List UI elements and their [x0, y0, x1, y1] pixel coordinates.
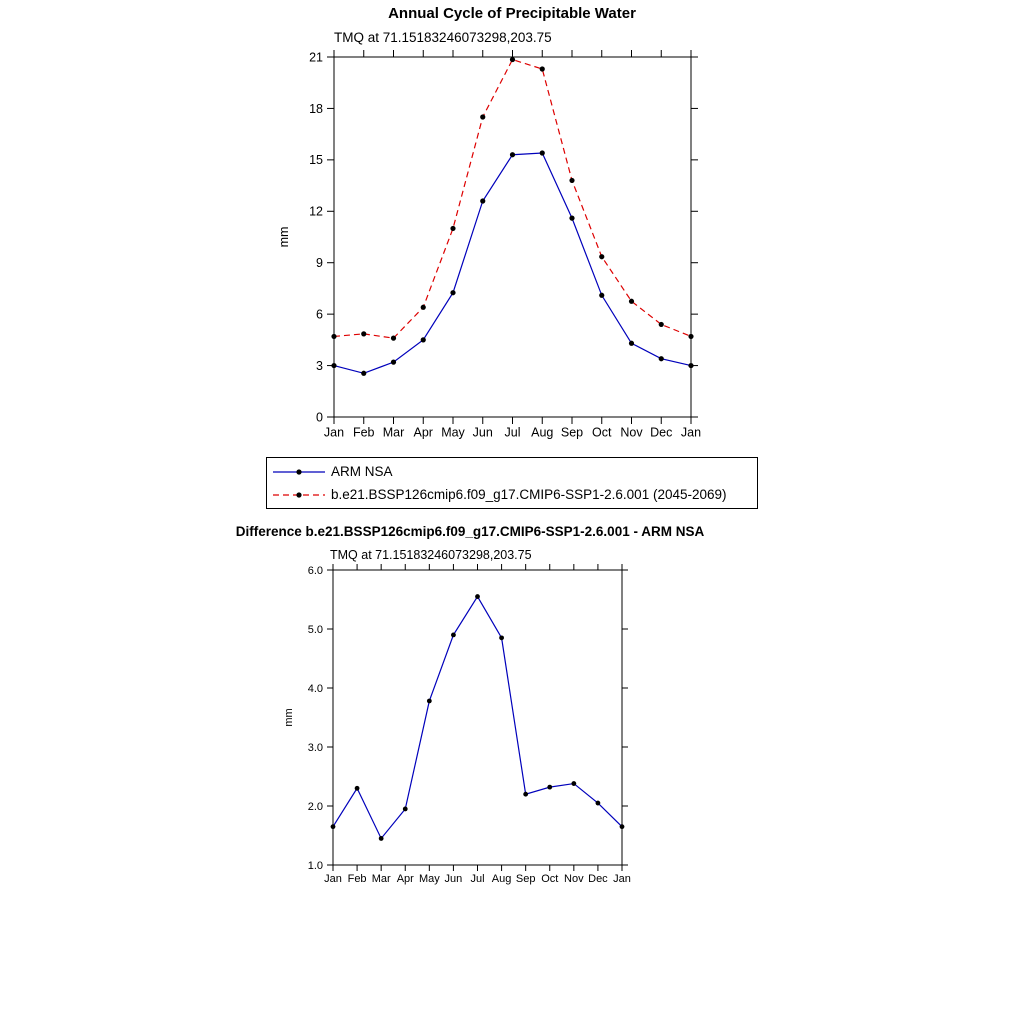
data-point-marker [596, 801, 601, 806]
axis-labels [277, 50, 701, 439]
y-tick-label: 0 [316, 410, 323, 425]
data-point-marker [361, 331, 366, 336]
series-1 [331, 57, 693, 341]
x-tick-label: Jun [472, 425, 493, 440]
data-point-marker [475, 594, 480, 599]
x-tick-label: Apr [396, 873, 414, 885]
data-point-marker [451, 633, 456, 638]
series-line [333, 597, 622, 839]
annual-cycle-plot [250, 30, 795, 455]
x-tick-label: Jun [444, 873, 463, 885]
data-point-marker [547, 785, 552, 790]
annual-cycle-subtitle: TMQ at 71.15183246073298,203.75 [334, 30, 552, 45]
x-tick-label: Sep [515, 873, 536, 885]
y-tick-label: 1.0 [307, 859, 323, 872]
x-tick-label: Sep [560, 425, 584, 440]
difference-subtitle: TMQ at 71.15183246073298,203.75 [330, 548, 532, 562]
x-tick-label: Aug [491, 873, 512, 885]
legend [266, 457, 758, 509]
data-point-marker [540, 150, 545, 155]
data-point-marker [391, 360, 396, 365]
y-tick-label: 3 [316, 358, 323, 373]
x-tick-label: Dec [588, 873, 608, 885]
model-line-sample-icon [271, 487, 327, 503]
x-tick-label: Oct [592, 425, 612, 440]
data-point-marker [620, 824, 625, 829]
x-tick-label: Jan [613, 873, 631, 885]
x-tick-label: Feb [352, 425, 375, 440]
y-tick-label: 6.0 [307, 564, 323, 577]
data-point-marker [427, 699, 432, 704]
data-point-marker [688, 363, 693, 368]
x-tick-label: Apr [413, 425, 433, 440]
x-tick-label: May [441, 425, 465, 440]
data-point-marker [361, 371, 366, 376]
data-point-marker [659, 322, 664, 327]
y-tick-label: 2.0 [307, 800, 323, 813]
data-point-marker [659, 356, 664, 361]
annual-cycle-title: Annual Cycle of Precipitable Water [388, 5, 636, 22]
data-point-marker [629, 341, 634, 346]
difference-plot [280, 545, 680, 890]
y-tick-label: 15 [309, 153, 323, 168]
data-point-marker [499, 635, 504, 640]
y-tick-label: 3.0 [307, 741, 323, 754]
arm-nsa-line-sample-icon [271, 464, 327, 480]
data-point-marker [688, 334, 693, 339]
x-tick-label: May [418, 873, 440, 885]
axes [327, 50, 698, 424]
x-tick-label: Nov [564, 873, 584, 885]
data-point-marker [571, 781, 576, 786]
plot-frame [333, 570, 622, 865]
data-point-marker [599, 254, 604, 259]
x-tick-label: Jul [470, 873, 485, 885]
data-point-marker [421, 305, 426, 310]
x-tick-label: Oct [541, 873, 559, 885]
axis-labels [283, 565, 631, 885]
x-tick-label: Nov [620, 425, 643, 440]
data-point-marker [510, 57, 515, 62]
x-tick-label: Jan [324, 873, 342, 885]
series-line [334, 60, 691, 339]
x-tick-label: Mar [371, 873, 391, 885]
x-tick-label: Jan [680, 425, 702, 440]
y-tick-label: 4.0 [307, 682, 323, 695]
series-0 [331, 150, 693, 375]
data-point-marker [391, 336, 396, 341]
plot-frame [334, 57, 691, 417]
x-tick-label: Jan [323, 425, 345, 440]
data-point-marker [403, 807, 408, 812]
data-point-marker [480, 198, 485, 203]
legend-label-arm-nsa: ARM NSA [331, 464, 393, 479]
data-point-marker [510, 152, 515, 157]
data-point-marker [331, 363, 336, 368]
data-point-marker [569, 216, 574, 221]
data-point-marker [569, 178, 574, 183]
data-point-marker [523, 792, 528, 797]
y-tick-label: 12 [309, 204, 323, 219]
data-point-marker [331, 334, 336, 339]
data-point-marker [450, 290, 455, 295]
x-tick-label: Jul [504, 425, 521, 440]
y-axis-title: mm [283, 708, 295, 727]
data-point-marker [599, 293, 604, 298]
x-tick-label: Feb [347, 873, 367, 885]
data-point-marker [355, 786, 360, 791]
legend-entry-arm-nsa [271, 460, 753, 483]
x-tick-label: Aug [531, 425, 554, 440]
y-tick-label: 5.0 [307, 623, 323, 636]
y-tick-label: 21 [309, 50, 323, 65]
x-tick-label: Dec [650, 425, 673, 440]
y-tick-label: 18 [309, 101, 323, 116]
y-tick-label: 6 [316, 307, 323, 322]
axes [327, 564, 628, 871]
x-tick-label: Mar [382, 425, 405, 440]
series-line [334, 153, 691, 373]
data-point-marker [379, 836, 384, 841]
data-point-marker [480, 114, 485, 119]
data-point-marker [331, 824, 336, 829]
series-0 [331, 594, 625, 841]
legend-label-model: b.e21.BSSP126cmip6.f09_g17.CMIP6-SSP1-2.6.001 (2045-2069) [331, 487, 727, 502]
legend-entry-model [271, 483, 753, 506]
data-point-marker [540, 66, 545, 71]
y-axis-title: mm [277, 226, 291, 248]
data-point-marker [421, 337, 426, 342]
y-tick-label: 9 [316, 256, 323, 271]
difference-title: Difference b.e21.BSSP126cmip6.f09_g17.CMIP6-SSP1-2.6.001 - ARM NSA [235, 524, 705, 539]
data-point-marker [450, 226, 455, 231]
data-point-marker [629, 299, 634, 304]
